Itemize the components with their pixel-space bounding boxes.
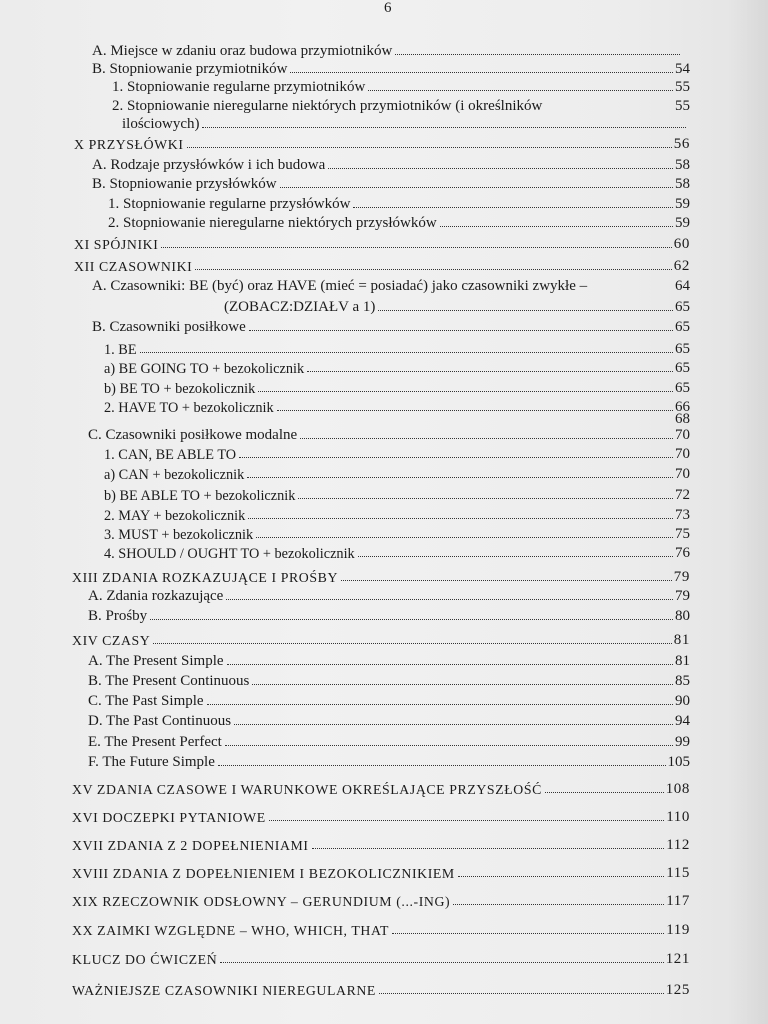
toc-entry-page: 110 [666,809,690,825]
toc-entry [88,428,690,443]
dot-leader [379,993,664,994]
toc-entry [92,177,690,192]
dot-leader [220,962,663,963]
toc-entry-page: 55 [675,79,690,95]
toc-entry-page: 115 [666,865,690,881]
toc-entry-page: 65 [675,299,690,315]
toc-entry-page: 94 [675,713,690,729]
toc-entry-title: XIV CZASY [72,633,151,649]
toc-entry [108,197,690,212]
toc-chapter [74,237,690,252]
toc-entry-title: 1. Stopniowanie regularne przysłówków [108,196,351,212]
dot-leader [453,904,664,905]
toc-chapter [72,570,690,585]
dot-leader [249,330,673,331]
toc-entry-title: a) CAN + bezokolicznik [104,466,245,483]
toc-entry-page: 62 [673,258,690,274]
toc-entry-title: (ZOBACZ:DZIAŁV a 1) [224,299,376,315]
toc-entry [104,412,690,427]
toc-entry [88,694,690,709]
toc-entry-page: 58 [675,157,690,173]
toc-entry-title: KLUCZ DO ĆWICZEŃ [72,952,218,968]
toc-entry-title: 1. Stopniowanie regularne przymiotników [112,79,366,95]
toc-entry-page: 58 [675,176,690,192]
toc-entry-page: 125 [665,982,690,998]
toc-entry-title: 2. MAY + bezokolicznik [104,507,246,524]
toc-entry-title: X PRZYSŁÓWKI [74,137,184,153]
toc-chapter [72,983,690,998]
toc-entry-title: C. The Past Simple [88,693,204,709]
toc-entry-title: 2. HAVE TO + bezokolicznik [104,399,274,416]
toc-chapter [72,810,690,825]
toc-entry-page: 70 [675,466,690,482]
dot-leader [227,664,673,665]
toc-entry-title: XV ZDANIA CZASOWE I WARUNKOWE OKREŚLAJĄCE PRZYSZŁOŚĆ [72,782,542,798]
toc-entry-title: 1. CAN, BE ABLE TO [104,446,237,463]
dot-leader [378,310,673,311]
toc-entry [92,62,690,77]
dot-leader [307,371,673,372]
toc-entry-page: 73 [675,507,690,523]
toc-entry-title: A. Zdania rozkazujące [88,588,224,604]
dot-leader [353,207,673,208]
toc-entry [92,158,690,173]
dot-leader [225,745,673,746]
toc-chapter [72,952,690,967]
toc-entry [88,674,690,689]
toc-entry-title: E. The Present Perfect [88,734,222,750]
toc-entry-title: A. Rodzaje przysłówków i ich budowa [92,157,326,173]
toc-entry-page: 72 [675,487,690,503]
toc-entry-title: 2. Stopniowanie nieregularne niektórych przymiotników (i określników [112,98,543,114]
toc-entry-title: C. Czasowniki posiłkowe modalne [88,427,298,443]
toc-entry-page: 54 [675,61,690,77]
toc-chapter [72,633,690,648]
toc-entry-page: 65 [675,380,690,396]
toc-entry-title: ilościowych) [122,116,200,132]
toc-entry-page: 70 [675,446,690,462]
toc-entry [88,654,690,669]
toc-entry-title: B. The Present Continuous [88,673,250,689]
toc-entry [104,467,690,482]
toc-entry [92,279,690,294]
toc-entry [112,99,690,114]
toc-entry [112,80,690,95]
dot-leader [247,477,673,478]
toc-chapter [74,259,690,274]
toc-entry-page: 105 [667,754,690,770]
toc-entry [88,755,690,770]
toc-entry-page: 65 [675,341,690,357]
toc-entry-page: 121 [665,951,690,967]
toc-entry [122,117,688,132]
toc-entry-title: A. Miejsce w zdaniu oraz budowa przymiotników [92,43,393,59]
toc-entry-page: 81 [673,632,690,648]
toc-entry-title: F. The Future Simple [88,754,215,770]
toc-entry [104,342,690,357]
toc-entry-page: 76 [675,545,690,561]
toc-entry [88,735,690,750]
toc-entry [88,589,690,604]
toc-entry-title: WAŻNIEJSZE CZASOWNIKI NIEREGULARNE [72,983,376,999]
dot-leader [161,247,671,248]
toc-entry-page: 85 [675,673,690,689]
toc-entry [104,361,690,376]
dot-leader [300,438,673,439]
toc-entry-page: 80 [675,608,690,624]
toc-entry-title: XVI DOCZEPKI PYTANIOWE [72,810,266,826]
toc-entry-title: B. Stopniowanie przysłówków [92,176,277,192]
toc-entry-title: 1. BE [104,341,137,358]
dot-leader [280,187,673,188]
toc-entry-page: 119 [666,922,690,938]
dot-leader [395,54,680,55]
toc-entry-page: 117 [666,893,690,909]
page-edge-shadow [728,0,768,1024]
dot-leader [239,457,673,458]
dot-leader [328,168,673,169]
toc-entry-title: b) BE TO + bezokolicznik [104,380,256,397]
toc-entry-page: 68 [675,411,690,427]
toc-entry-page: 79 [675,588,690,604]
toc-entry-page: 79 [673,569,690,585]
toc-entry-page: 66 [675,399,690,415]
toc-chapter [72,866,690,881]
toc-entry-title: D. The Past Continuous [88,713,232,729]
dot-leader [202,127,686,128]
toc-entry [104,381,690,396]
toc-entry-page: 99 [675,734,690,750]
toc-entry-title: XII CZASOWNIKI [74,259,193,275]
dot-leader [298,498,673,499]
toc-entry [88,609,690,624]
toc-entry-page: 65 [675,319,690,335]
toc-chapter [72,894,690,909]
toc-entry-page: 59 [675,215,690,231]
dot-leader [140,352,673,353]
dot-leader [207,704,673,705]
dot-leader [150,619,673,620]
toc-entry-title: b) BE ABLE TO + bezokolicznik [104,487,296,504]
toc-entry [104,447,690,462]
dot-leader [312,848,665,849]
toc-entry [104,527,690,542]
dot-leader [368,90,673,91]
toc-entry-page: 81 [675,653,690,669]
toc-entry-page: 55 [675,98,690,114]
dot-leader [392,933,664,934]
toc-entry [104,546,690,561]
toc-entry-title: 4. SHOULD / OUGHT TO + bezokolicznik [104,545,355,562]
toc-entry-page: 59 [675,196,690,212]
toc-chapter [72,782,690,797]
toc-entry-title: a) BE GOING TO + bezokolicznik [104,360,305,377]
dot-leader [187,147,672,148]
toc-entry-page: 75 [675,526,690,542]
toc-chapter [74,137,690,152]
dot-leader [252,684,673,685]
toc-entry-title: XX ZAIMKI WZGLĘDNE – WHO, WHICH, THAT [72,923,390,939]
toc-entry-title: XI SPÓJNIKI [74,237,159,253]
toc-entry [108,216,690,231]
toc-entry [224,300,690,315]
toc-entry-page: 70 [675,427,690,443]
dot-leader [258,391,673,392]
dot-leader [226,599,673,600]
toc-entry-page: 108 [665,781,690,797]
toc-entry-title: B. Stopniowanie przymiotników [92,61,288,77]
toc-entry [104,508,690,523]
toc-entry-title: XIII ZDANIA ROZKAZUJĄCE I PROŚBY [72,570,339,586]
dot-leader [358,556,673,557]
toc-entry-page: 90 [675,693,690,709]
toc-entry [88,714,690,729]
toc-entry-title: B. Prośby [88,608,148,624]
toc-entry-title: 2. Stopniowanie nieregularne niektórych przysłówków [108,215,437,231]
toc-chapter [72,838,690,853]
toc-entry-page: 56 [673,136,690,152]
dot-leader [195,269,671,270]
toc-entry-title: A. The Present Simple [88,653,224,669]
toc-entry-title: XIX RZECZOWNIK ODSŁOWNY – GERUNDIUM (...-ING) [72,894,451,910]
dot-leader [458,876,664,877]
dot-leader [277,410,673,411]
dot-leader [269,820,665,821]
dot-leader [153,643,671,644]
toc-entry-title: A. Czasowniki: BE (być) oraz HAVE (mieć = posiadać) jako czasowniki zwykłe – [92,278,588,294]
dot-leader [440,226,673,227]
toc-entry-page: 112 [666,837,690,853]
toc-entry [92,44,682,59]
dot-leader [218,765,666,766]
toc-entry [92,320,690,335]
dot-leader [248,518,673,519]
dot-leader [256,537,673,538]
toc-entry-page: 65 [675,360,690,376]
dot-leader [545,792,664,793]
toc-entry [104,488,690,503]
toc-entry-page: 64 [675,278,690,294]
toc-entry-title: XVIII ZDANIA Z DOPEŁNIENIEM I BEZOKOLICZNIKIEM [72,866,455,882]
dot-leader [341,580,672,581]
dot-leader [290,72,673,73]
dot-leader [234,724,673,725]
toc-entry-title: B. Czasowniki posiłkowe [92,319,246,335]
toc-entry-page: 60 [673,236,690,252]
toc-chapter [72,923,690,938]
toc-entry-title: 3. MUST + bezokolicznik [104,526,254,543]
page-number: 6 [384,0,392,16]
toc-entry-title: XVII ZDANIA Z 2 DOPEŁNIENIAMI [72,838,309,854]
